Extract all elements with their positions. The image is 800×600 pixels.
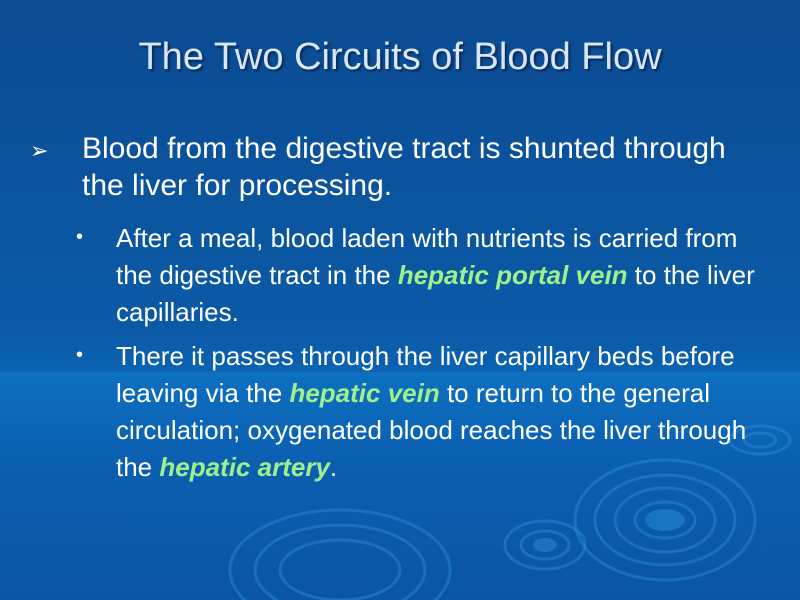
hepatic-vein-term: hepatic vein — [289, 378, 440, 408]
sub-bullet-2-text-b: to return to the general circulation; oxygenated blood reaches the liver through the — [116, 378, 747, 482]
main-bullet-text: Blood from the digestive tract is shunted through the liver for processing. — [82, 132, 726, 202]
hepatic-portal-vein-term: hepatic portal vein — [397, 260, 628, 290]
sub-bullet-1-text-a: After a meal, blood laden with nutrients is carried from the digestive tract in the — [116, 223, 738, 290]
dot-bullet-icon: • — [76, 226, 84, 248]
sub-bullet-1-text-b: to the liver capillaries. — [116, 260, 755, 327]
sub-bullet-2-text-c: . — [329, 452, 338, 482]
arrow-bullet-icon: ➢ — [30, 138, 49, 163]
sub-bullet-1 — [116, 220, 776, 331]
slide-title: The Two Circuits of Blood Flow — [138, 36, 662, 78]
dot-bullet-icon: • — [76, 344, 84, 366]
sub-bullet-2 — [116, 338, 776, 486]
sub-bullet-2-text-a: There it passes through the liver capillary beds before leaving via the — [116, 341, 735, 408]
hepatic-artery-term: hepatic artery — [159, 452, 330, 482]
